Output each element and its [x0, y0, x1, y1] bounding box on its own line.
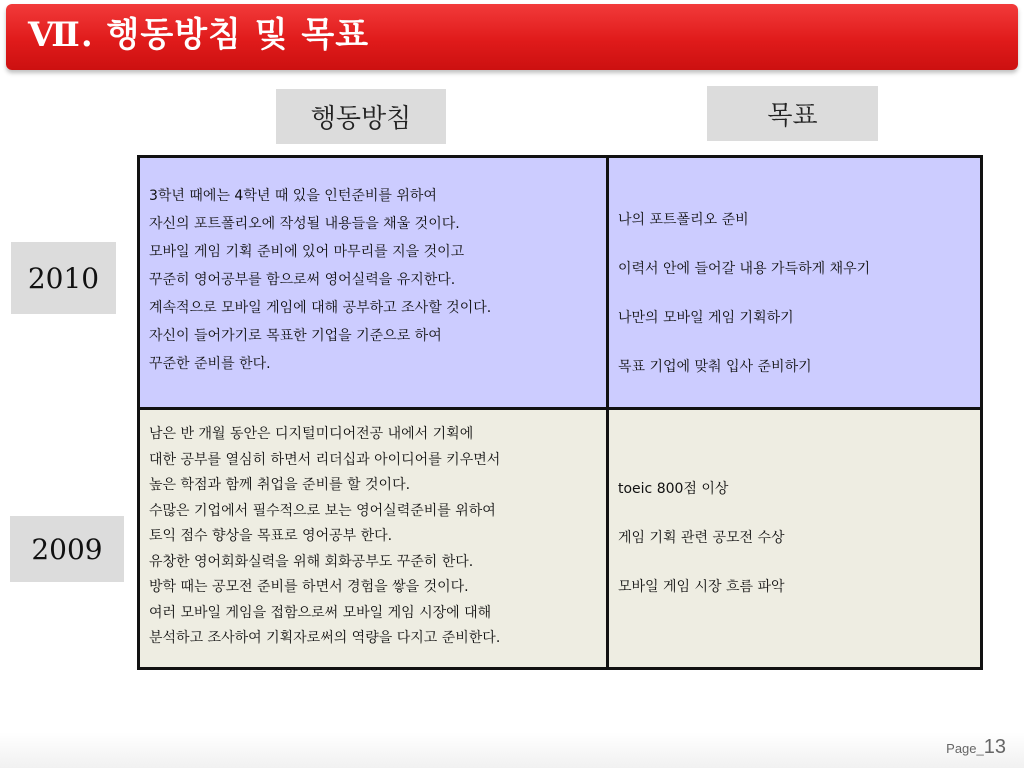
action-line: 3학년 때에는 4학년 때 있을 인턴준비를 위하여 — [149, 188, 437, 204]
goal-item: toeic 800점 이상 — [618, 481, 729, 497]
year-label-2009: 2009 — [10, 516, 124, 582]
goal-item: 게임 기획 관련 공모전 수상 — [618, 530, 785, 546]
page-title: Ⅶ. 행동방침 및 목표 — [28, 15, 370, 55]
goal-item: 나만의 모바일 게임 기획하기 — [618, 310, 794, 326]
action-line: 자신이 들어가기로 목표한 기업을 기준으로 하여 — [149, 328, 442, 344]
page-prefix: Page_ — [946, 741, 984, 756]
action-column-header: 행동방침 — [276, 89, 446, 144]
goal-item: 나의 포트폴리오 준비 — [618, 212, 749, 228]
action-cell-2009 — [140, 410, 606, 667]
goal-item: 모바일 게임 시장 흐름 파악 — [618, 579, 785, 595]
action-line: 높은 학점과 함께 취업을 준비를 할 것이다. — [149, 477, 411, 493]
action-line: 계속적으로 모바일 게임에 대해 공부하고 조사할 것이다. — [149, 300, 492, 316]
page-number-value: 13 — [983, 736, 1006, 758]
action-line: 자신의 포트폴리오에 작성될 내용들을 채울 것이다. — [149, 216, 460, 232]
action-line: 대한 공부를 열심히 하면서 리더십과 아이디어를 키우면서 — [149, 451, 501, 468]
plan-table — [137, 155, 983, 670]
action-line: 유창한 영어회화실력을 위해 회화공부도 꾸준히 한다. — [149, 553, 474, 570]
action-line: 수많은 기업에서 필수적으로 보는 영어실력준비를 위하여 — [149, 502, 496, 519]
footer-band — [0, 732, 1024, 768]
action-line: 꾸준히 영어공부를 함으로써 영어실력을 유지한다. — [149, 272, 456, 288]
goal-column-header: 목표 — [707, 86, 878, 141]
action-line: 방학 때는 공모전 준비를 하면서 경험을 쌓을 것이다. — [149, 579, 469, 595]
action-line: 남은 반 개월 동안은 디지털미디어전공 내에서 기획에 — [149, 426, 474, 442]
goal-cell-2009 — [609, 410, 980, 667]
action-cell-2010 — [140, 158, 606, 407]
title-bar — [6, 4, 1018, 70]
goal-item: 이력서 안에 들어갈 내용 가득하게 채우기 — [618, 261, 871, 277]
goal-cell-2010 — [609, 158, 980, 407]
action-line: 꾸준한 준비를 한다. — [149, 356, 271, 372]
action-line: 모바일 게임 기획 준비에 있어 마무리를 지을 것이고 — [149, 244, 465, 260]
column-divider — [606, 158, 609, 667]
page-number — [946, 736, 1006, 759]
year-label-2010: 2010 — [11, 242, 116, 314]
goal-item: 목표 기업에 맞춰 입사 준비하기 — [618, 359, 812, 375]
action-line: 분석하고 조사하여 기획자로써의 역량을 다지고 준비한다. — [149, 630, 501, 646]
action-line: 여러 모바일 게임을 접함으로써 모바일 게임 시장에 대해 — [149, 604, 492, 621]
row-divider — [140, 407, 980, 410]
action-line: 토익 점수 향상을 목표로 영어공부 한다. — [149, 528, 393, 544]
